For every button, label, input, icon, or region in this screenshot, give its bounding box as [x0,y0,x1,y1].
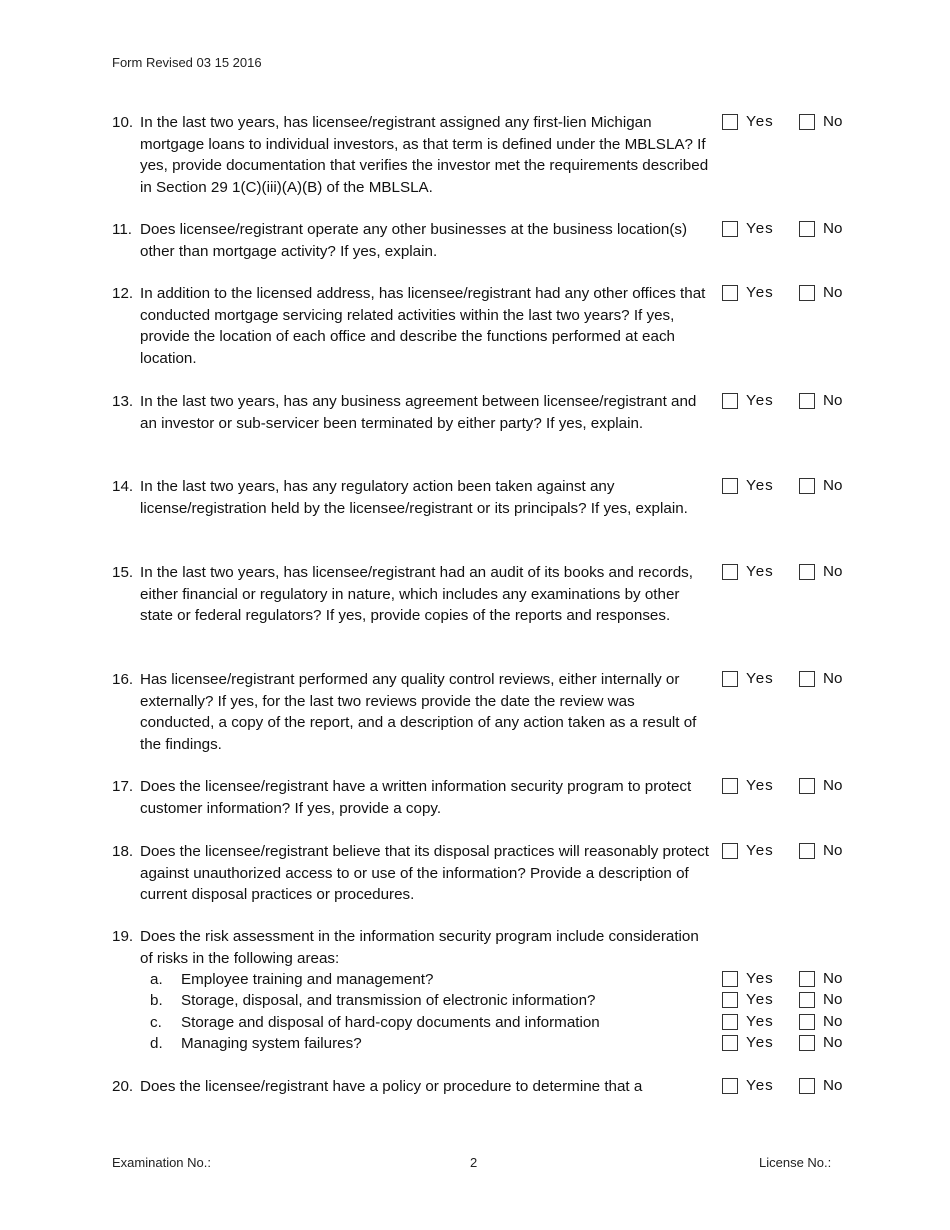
yes-checkbox[interactable] [722,971,738,987]
yes-label: Yes [746,991,774,1008]
no-label: No [823,1013,843,1030]
question-13 [112,391,712,434]
no-checkbox[interactable] [799,843,815,859]
yes-no-q19d [722,1033,862,1053]
yes-no-q12 [722,283,862,303]
yes-no-q16 [722,669,862,689]
subitem-letter: d. [150,1035,163,1052]
question-number: 16. [112,671,134,688]
no-checkbox[interactable] [799,478,815,494]
question-text: Does the licensee/registrant believe that its disposal practices will reasonably protect against unauthorized access to or use of the information? Provide a description of current disposal practices or procedures. [140,843,709,903]
yes-no-q19c [722,1012,862,1032]
no-label: No [823,113,843,130]
question-text: Does the licensee/registrant have a policy or procedure to determine that a [140,1078,643,1095]
question-16 [112,669,712,755]
question-number: 20. [112,1078,134,1095]
question-number: 13. [112,393,134,410]
subitem-letter: c. [150,1014,162,1031]
no-checkbox[interactable] [799,671,815,687]
yes-label: Yes [746,670,774,687]
subitem-letter: b. [150,992,163,1009]
no-checkbox[interactable] [799,971,815,987]
no-label: No [823,842,843,859]
yes-label: Yes [746,1013,774,1030]
question-text: Does the licensee/registrant have a written information security program to protect customer information? If yes, provide a copy. [140,778,692,817]
yes-checkbox[interactable] [722,671,738,687]
no-label: No [823,477,843,494]
question-14 [112,476,712,519]
yes-label: Yes [746,842,774,859]
no-checkbox[interactable] [799,1078,815,1094]
yes-label: Yes [746,970,774,987]
yes-no-q10 [722,112,862,132]
question-text: Has licensee/registrant performed any quality control reviews, either internally or externally? If yes, for the last two reviews provide the date the review was conducted, a copy of the report, and a description of any action taken as a result of the findings. [140,671,697,753]
question-20 [112,1076,712,1098]
yes-label: Yes [746,477,774,494]
yes-no-q19a [722,969,862,989]
yes-checkbox[interactable] [722,1014,738,1030]
subitem-text: Storage and disposal of hard-copy documents and information [181,1014,600,1031]
yes-no-q17 [722,776,862,796]
question-19 [112,926,712,969]
yes-checkbox[interactable] [722,478,738,494]
subitem-text: Managing system failures? [181,1035,362,1052]
yes-no-q13 [722,391,862,411]
question-15 [112,562,712,627]
yes-checkbox[interactable] [722,114,738,130]
no-label: No [823,777,843,794]
no-checkbox[interactable] [799,778,815,794]
no-checkbox[interactable] [799,393,815,409]
no-checkbox[interactable] [799,1014,815,1030]
question-11 [112,219,712,262]
yes-checkbox[interactable] [722,1035,738,1051]
no-label: No [823,220,843,237]
yes-checkbox[interactable] [722,393,738,409]
yes-no-q15 [722,562,862,582]
question-number: 18. [112,843,134,860]
question-text: In the last two years, has licensee/registrant assigned any first-lien Michigan mortgage loans to individual investors, as that term is defined under the MBLSLA? If yes, provide documentation that verifies the investor met the requirements described in Section 29 1(C)(iii)(A)(B) of the MBLSLA. [140,114,709,196]
question-text: In the last two years, has any business agreement between licensee/registrant and an investor or sub-servicer been terminated by either party? If yes, explain. [140,393,697,432]
yes-label: Yes [746,284,774,301]
yes-label: Yes [746,1034,774,1051]
yes-label: Yes [746,220,774,237]
yes-checkbox[interactable] [722,1078,738,1094]
yes-label: Yes [746,392,774,409]
question-number: 19. [112,928,134,945]
no-label: No [823,991,843,1008]
no-checkbox[interactable] [799,992,815,1008]
question-12 [112,283,712,369]
form-revised-date: Form Revised 03 15 2016 [112,55,262,70]
subitem-letter: a. [150,971,163,988]
question-text: Does the risk assessment in the information security program include consideration of risks in the following areas: [140,928,699,967]
question-text: In the last two years, has any regulatory action been taken against any license/registration held by the licensee/registrant or its principals? If yes, explain. [140,478,688,517]
yes-label: Yes [746,563,774,580]
no-checkbox[interactable] [799,564,815,580]
examination-number-label: Examination No.: [112,1155,211,1170]
no-checkbox[interactable] [799,114,815,130]
yes-no-q14 [722,476,862,496]
yes-checkbox[interactable] [722,778,738,794]
license-number-label: License No.: [759,1155,832,1170]
question-number: 17. [112,778,134,795]
subitem-text: Employee training and management? [181,971,434,988]
yes-checkbox[interactable] [722,221,738,237]
question-text: In the last two years, has licensee/registrant had an audit of its books and records, either financial or regulatory in nature, which includes any examinations by other state or federal regulators? If yes, provide copies of the reports and responses. [140,564,693,624]
no-checkbox[interactable] [799,221,815,237]
yes-checkbox[interactable] [722,285,738,301]
yes-checkbox[interactable] [722,992,738,1008]
yes-label: Yes [746,1077,774,1094]
yes-label: Yes [746,113,774,130]
yes-no-q18 [722,841,862,861]
no-label: No [823,1034,843,1051]
yes-no-q19b [722,990,862,1010]
yes-no-q11 [722,219,862,239]
question-number: 11. [112,221,132,238]
question-text: Does licensee/registrant operate any other businesses at the business location(s) other than mortgage activity? If yes, explain. [140,221,688,260]
yes-checkbox[interactable] [722,564,738,580]
no-label: No [823,563,843,580]
no-label: No [823,392,843,409]
no-label: No [823,284,843,301]
yes-no-q20 [722,1076,862,1096]
no-label: No [823,670,843,687]
question-number: 14. [112,478,134,495]
question-17 [112,776,712,819]
no-label: No [823,1077,843,1094]
question-number: 10. [112,114,134,131]
no-label: No [823,970,843,987]
question-18 [112,841,712,906]
yes-checkbox[interactable] [722,843,738,859]
question-text: In addition to the licensed address, has licensee/registrant had any other offices that conducted mortgage servicing related activities within the last two years? If yes, provide the location of each office and describe the functions performed at each location. [140,285,706,367]
no-checkbox[interactable] [799,285,815,301]
question-10 [112,112,712,198]
question-number: 15. [112,564,134,581]
no-checkbox[interactable] [799,1035,815,1051]
page-number: 2 [470,1155,478,1170]
yes-label: Yes [746,777,774,794]
question-number: 12. [112,285,134,302]
subitem-text: Storage, disposal, and transmission of electronic information? [181,992,596,1009]
